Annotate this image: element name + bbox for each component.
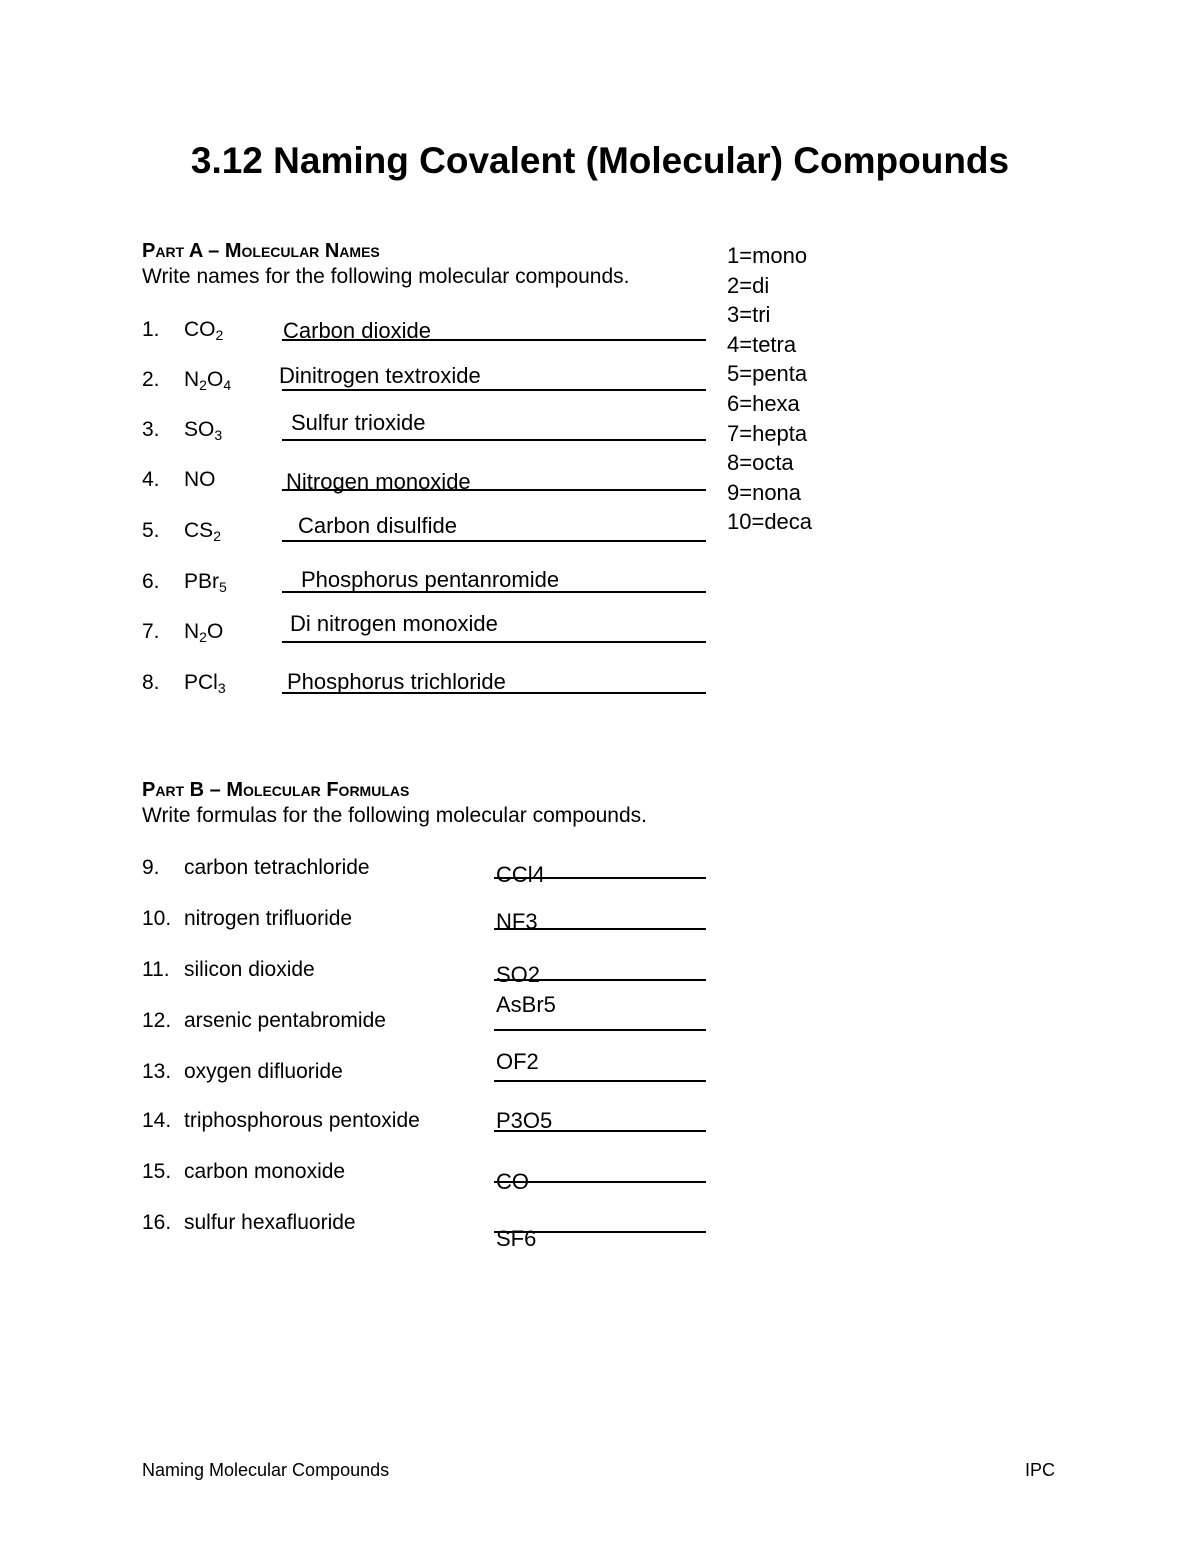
compound-name: silicon dioxide	[184, 958, 315, 981]
answer-text: NF3	[496, 909, 538, 934]
answer-text: OF2	[496, 1049, 539, 1074]
answer-text: P3O5	[496, 1108, 553, 1133]
answer-blank[interactable]	[282, 540, 706, 542]
chemical-formula: NO	[184, 468, 216, 491]
answer-blank[interactable]	[282, 641, 706, 643]
prefix-item: 6=hexa	[727, 390, 800, 416]
item-number: 6.	[142, 570, 160, 593]
answer-text: Di nitrogen monoxide	[290, 611, 498, 636]
item-number: 16.	[142, 1211, 172, 1234]
compound-name: arsenic pentabromide	[184, 1009, 386, 1032]
answer-text: Phosphorus pentanromide	[301, 567, 560, 592]
item-number: 11.	[142, 958, 170, 981]
answer-text: CCl4	[496, 862, 545, 887]
compound-name: sulfur hexafluoride	[184, 1211, 356, 1234]
answer-text: CO	[496, 1169, 529, 1194]
chemical-formula: $N_2O_4$	[184, 368, 232, 393]
item-number: 4.	[142, 468, 160, 491]
item-number: 12.	[142, 1009, 172, 1032]
chemical-formula: $SO_3$	[184, 418, 223, 443]
item-number: 3.	[142, 418, 160, 441]
item-number: 1.	[142, 318, 160, 341]
compound-name: carbon monoxide	[184, 1160, 346, 1183]
compound-name: nitrogen trifluoride	[184, 907, 353, 930]
item-number: 8.	[142, 671, 160, 694]
answer-text: SF6	[496, 1226, 537, 1251]
answer-blank[interactable]	[494, 1029, 706, 1031]
prefix-item: 8=octa	[727, 450, 794, 476]
prefix-item: 4=tetra	[727, 331, 797, 357]
prefix-list	[727, 241, 812, 537]
prefix-item: 3=tri	[727, 302, 771, 328]
answer-blank[interactable]	[282, 439, 706, 441]
answer-text: Nitrogen monoxide	[286, 469, 471, 494]
prefix-item: 5=penta	[727, 361, 808, 387]
part-a-heading: Part A – Molecular Names	[142, 240, 380, 262]
compound-name: carbon tetrachloride	[184, 856, 370, 879]
compound-name: oxygen difluoride	[184, 1060, 343, 1083]
chemical-formula: $CO_2$	[184, 318, 224, 343]
prefix-item: 7=hepta	[727, 420, 808, 446]
chemical-formula: PCl$_3$	[184, 671, 226, 696]
item-number: 5.	[142, 519, 160, 542]
compound-name: triphosphorous pentoxide	[184, 1109, 420, 1132]
answer-blank[interactable]	[282, 389, 706, 391]
item-number: 10.	[142, 907, 172, 930]
answer-text: Dinitrogen textroxide	[279, 363, 481, 388]
footer-right: IPC	[1025, 1460, 1056, 1480]
chemical-formula: $N_2O$	[184, 620, 224, 645]
answer-text: SO2	[496, 962, 541, 987]
item-number: 2.	[142, 368, 160, 391]
answer-text: AsBr5	[496, 992, 556, 1017]
prefix-item: 1=mono	[727, 243, 808, 268]
item-number: 7.	[142, 620, 160, 643]
prefix-item: 2=di	[727, 272, 770, 298]
part-a-instructions: Write names for the following molecular compounds.	[142, 265, 630, 288]
prefix-item: 10=deca	[727, 509, 813, 535]
page-title: 3.12 Naming Covalent (Molecular) Compounds	[190, 140, 1010, 181]
answer-text: Phosphorus trichloride	[287, 669, 506, 694]
prefix-item: 9=nona	[727, 479, 802, 505]
answer-text: Carbon dioxide	[283, 318, 431, 343]
chemical-formula: $CS_2$	[184, 519, 221, 544]
answer-text: Carbon disulfide	[298, 513, 457, 538]
part-b-heading: Part B – Molecular Formulas	[142, 779, 410, 801]
answer-blank[interactable]	[494, 1080, 706, 1082]
answer-text: Sulfur trioxide	[291, 410, 426, 435]
item-number: 13.	[142, 1060, 172, 1083]
chemical-formula: PBr$_5$	[184, 570, 227, 595]
item-number: 14.	[142, 1109, 172, 1132]
footer-left: Naming Molecular Compounds	[142, 1460, 390, 1480]
part-b-instructions: Write formulas for the following molecular compounds.	[142, 804, 647, 827]
item-number: 9.	[142, 856, 160, 879]
item-number: 15.	[142, 1160, 172, 1183]
